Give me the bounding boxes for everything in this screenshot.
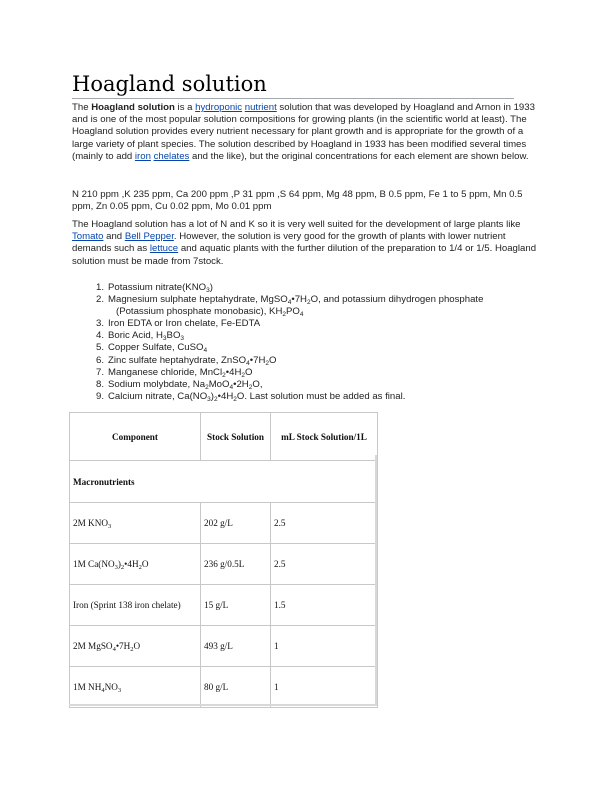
table-row <box>70 667 378 708</box>
list-text: Potassium nitrate(KNO <box>108 282 207 293</box>
component-cell: Iron (Sprint 138 iron chelate) <box>70 585 201 626</box>
ml-cell: 1 <box>271 667 378 708</box>
nk-paragraph <box>72 219 542 268</box>
list-item <box>72 318 542 330</box>
component-cell <box>70 503 201 544</box>
header-ml-stock: mL Stock Solution/1L <box>271 413 378 461</box>
list-item <box>72 342 542 354</box>
cell-text: •7H <box>115 641 131 651</box>
list-text: •7H <box>291 294 307 306</box>
ml-cell: 2.5 <box>271 544 378 585</box>
cell-text: 1M Ca(NO <box>73 559 115 569</box>
list-number: 3. <box>95 318 104 330</box>
table-row <box>70 503 378 544</box>
nk-text: and aquatic plants with the further dilution of the preparation to 1/4 or 1/5. Hoagland solution must be made from 7stock. <box>72 243 537 267</box>
header-component: Component <box>70 413 201 461</box>
subscript: 3 <box>207 395 211 403</box>
subscript: 3 <box>114 564 118 571</box>
subscript: 4 <box>246 359 250 367</box>
list-item <box>72 379 542 391</box>
nk-text: and <box>103 231 125 243</box>
stock-cell: 493 g/L <box>201 626 271 667</box>
list-text: Sodium molybdate, Na <box>108 378 206 390</box>
list-text: O <box>245 366 253 378</box>
list-item <box>72 391 542 403</box>
intro-paragraph <box>72 102 542 163</box>
list-text: Calcium nitrate, Ca(NO <box>108 390 208 402</box>
subscript: 2 <box>138 564 142 571</box>
list-number: 6. <box>95 354 104 366</box>
stock-solution-table <box>69 412 378 708</box>
intro-bold-term: Hoagland solution <box>91 102 175 113</box>
list-text: •4H <box>225 366 242 378</box>
component-cell <box>70 544 201 585</box>
nk-text: The Hoagland solution has a lot of N and K so it is very well suited for the development of large plants like <box>72 219 521 230</box>
list-text: Copper Sulfate, CuSO <box>108 342 204 354</box>
cell-text: 1M NH <box>73 682 102 692</box>
bell-pepper-link[interactable]: Bell Pepper <box>124 231 174 243</box>
chelates-link[interactable]: chelates <box>153 150 190 162</box>
list-item <box>72 367 542 379</box>
component-cell <box>70 626 201 667</box>
stock-cell: 236 g/0.5L <box>201 544 271 585</box>
list-item <box>72 294 542 318</box>
list-item <box>72 355 542 367</box>
list-number: 9. <box>95 390 104 402</box>
subscript: 2 <box>205 383 209 391</box>
list-text: Iron EDTA or Iron chelate, Fe-EDTA <box>108 318 261 330</box>
subscript: 3 <box>180 335 185 343</box>
list-text: O. Last solution must be added as final. <box>236 390 406 402</box>
list-text: Magnesium sulphate heptahydrate, MgSO <box>108 294 288 306</box>
nk-text: . However, the solution is very good for the growth of plants with lower nutrient demands such as <box>72 231 506 255</box>
cell-text: NO <box>104 682 118 692</box>
list-number: 7. <box>95 366 104 378</box>
intro-text: The <box>72 102 92 113</box>
stock-cell: 80 g/L <box>201 667 271 708</box>
stock-cell: 15 g/L <box>201 585 271 626</box>
list-text: O, and potassium dihydrogen phosphate <box>310 294 484 306</box>
subscript: 4 <box>203 347 208 355</box>
cell-text: 2M MgSO <box>73 641 113 651</box>
list-text: ) <box>210 390 214 402</box>
list-text: O <box>269 354 277 366</box>
subscript: 2 <box>222 371 226 379</box>
hydroponic-link[interactable]: hydroponic <box>195 102 243 113</box>
component-cell <box>70 667 201 708</box>
subscript: 4 <box>299 311 304 319</box>
cell-text: ) <box>117 559 121 569</box>
concentrations-paragraph: N 210 ppm ,K 235 ppm, Ca 200 ppm ,P 31 ppm ,S 64 ppm, Mg 48 ppm, B 0.5 ppm, Fe 1 to 5 ppm, Mn 0.5 ppm, Zn 0.05 ppm, Cu 0.02 ppm, Mo 0.01 ppm <box>72 189 523 213</box>
cell-text: O <box>133 641 141 651</box>
ml-cell: 1 <box>271 626 378 667</box>
list-text: Zinc sulfate heptahydrate, ZnSO <box>108 354 247 366</box>
list-text: •4H <box>217 390 234 402</box>
subscript: 2 <box>265 359 269 367</box>
subscript: 2 <box>130 646 134 653</box>
list-number: 4. <box>95 330 104 342</box>
table-section-row <box>70 461 378 503</box>
list-text: ) <box>209 282 213 293</box>
subscript: 4 <box>101 687 105 694</box>
list-text: (Potassium phosphate monobasic), KH <box>116 306 283 318</box>
subscript: 2 <box>248 383 253 391</box>
subscript: 4 <box>229 383 234 391</box>
subscript: 2 <box>233 395 237 403</box>
list-text: MoO <box>208 378 230 390</box>
subscript: 2 <box>120 564 125 571</box>
list-item <box>72 330 542 342</box>
subscript: 2 <box>241 371 245 379</box>
cell-text: 2M KNO <box>73 518 108 528</box>
list-item <box>72 282 542 294</box>
intro-text: and the like), but the original concentrations for each element are shown below. <box>189 150 529 162</box>
intro-text: is a <box>174 102 196 113</box>
cell-text: •4H <box>124 559 139 569</box>
subscript: 2 <box>306 299 311 307</box>
intro-text: solution that was developed by Hoagland and Arnon in 1933 and is one of the most popular solution compositions for growing plants (in the scientific world at least). The Hoagland solution provides every nutrient necessary for plant growth and is appropriate for the growth of a large variety of plant species. The solution described by Hoagland in 1933 has been modified several times (mainly to add <box>72 102 535 162</box>
subscript: 4 <box>112 646 116 653</box>
table-shadow-right <box>375 455 377 705</box>
nutrient-link[interactable]: nutrient <box>244 102 277 113</box>
list-text: Manganese chloride, MnCl <box>108 366 223 378</box>
table-row <box>70 626 378 667</box>
list-text: PO <box>286 306 300 318</box>
subscript: 3 <box>206 287 210 294</box>
section-macronutrients: Macronutrients <box>70 461 378 503</box>
header-stock-solution: Stock Solution <box>201 413 271 461</box>
table-shadow-bottom <box>69 704 377 706</box>
list-text: •7H <box>249 354 266 366</box>
list-number: 5. <box>95 342 104 354</box>
subscript: 3 <box>162 335 167 343</box>
cell-text: O <box>141 559 149 569</box>
ml-cell: 2.5 <box>271 503 378 544</box>
list-text: •2H <box>233 378 249 390</box>
subscript: 2 <box>214 395 218 403</box>
list-number: 8. <box>95 378 104 390</box>
page-title: Hoagland solution <box>72 70 514 99</box>
subscript: 3 <box>107 523 112 530</box>
list-number: 1. <box>95 282 104 293</box>
ml-cell: 1.5 <box>271 585 378 626</box>
subscript: 3 <box>117 687 122 694</box>
table-row <box>70 544 378 585</box>
subscript: 4 <box>287 299 292 307</box>
tomato-link[interactable]: Tomato <box>72 231 104 243</box>
subscript: 2 <box>282 311 286 319</box>
iron-link[interactable]: iron <box>134 150 151 162</box>
stock-cell: 202 g/L <box>201 503 271 544</box>
list-text: O, <box>252 378 263 390</box>
list-text: BO <box>166 330 181 342</box>
lettuce-link[interactable]: lettuce <box>149 243 179 255</box>
table-row <box>70 585 378 626</box>
table-header-row <box>70 413 378 461</box>
stock-solution-list <box>72 282 542 403</box>
list-text: Boric Acid, H <box>108 330 163 342</box>
list-number: 2. <box>95 294 104 306</box>
